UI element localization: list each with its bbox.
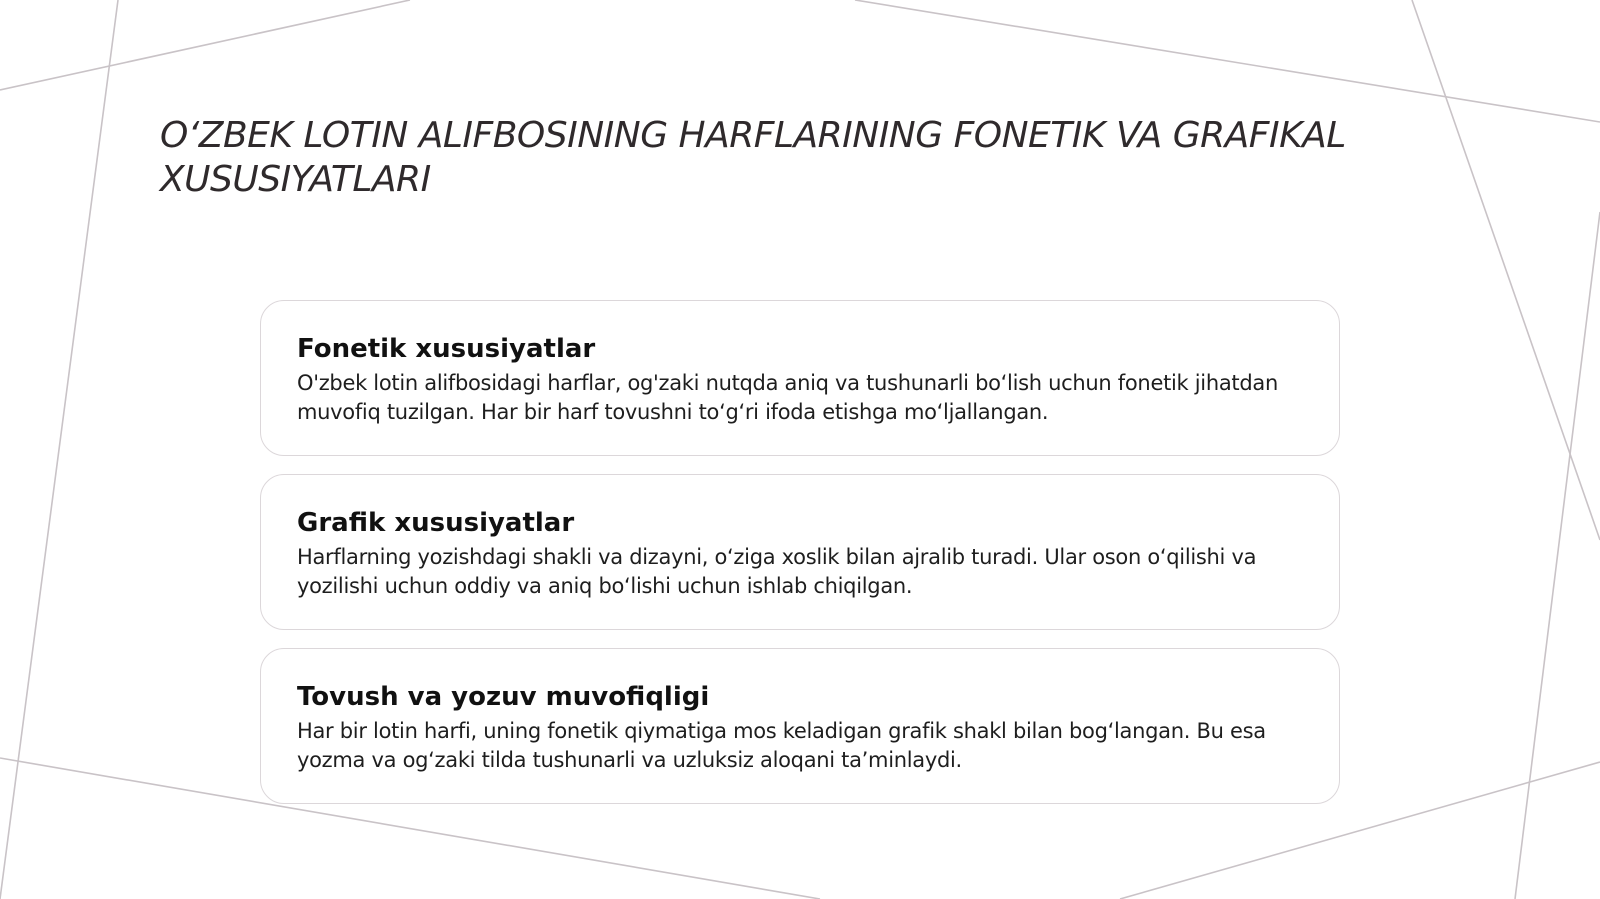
slide-title: O‘ZBEK LOTIN ALIFBOSINING HARFLARINING FONETIK VA GRAFIKAL XUSUSIYATLARI — [160, 115, 1346, 200]
card-text: Har bir lotin harfi, uning fonetik qiymatiga mos keladigan grafik shakl bilan bog‘langan. Bu esa yozma va og‘zaki tilda tushunarli va uzluksiz aloqani ta’minlaydi. — [297, 719, 1266, 772]
decor-line — [1515, 212, 1600, 899]
decor-line — [0, 0, 118, 899]
card-heading: Fonetik xususiyatlar — [297, 334, 596, 364]
card-heading: Tovush va yozuv muvofiqligi — [297, 682, 710, 712]
card-text: O'zbek lotin alifbosidagi harflar, og'zaki nutqda aniq va tushunarli bo‘lish uchun fonetik jihatdan muvofiq tuzilgan. Har bir harf tovushni to‘g‘ri ifoda etishga mo‘ljallangan. — [297, 371, 1278, 424]
card-text: Harflarning yozishdagi shakli va dizayni, o‘ziga xoslik bilan ajralib turadi. Ular oson o‘qilishi va yozilishi uchun oddiy va aniq bo‘lishi uchun ishlab chiqilgan. — [297, 545, 1257, 598]
feature-card-list — [260, 300, 1340, 822]
feature-card-phonetic — [260, 300, 1340, 456]
decor-line — [855, 0, 1600, 122]
feature-card-sound-writing — [260, 648, 1340, 804]
card-heading: Grafik xususiyatlar — [297, 508, 575, 538]
feature-card-graphic — [260, 474, 1340, 630]
decor-line — [0, 0, 410, 90]
decor-line — [1412, 0, 1600, 540]
